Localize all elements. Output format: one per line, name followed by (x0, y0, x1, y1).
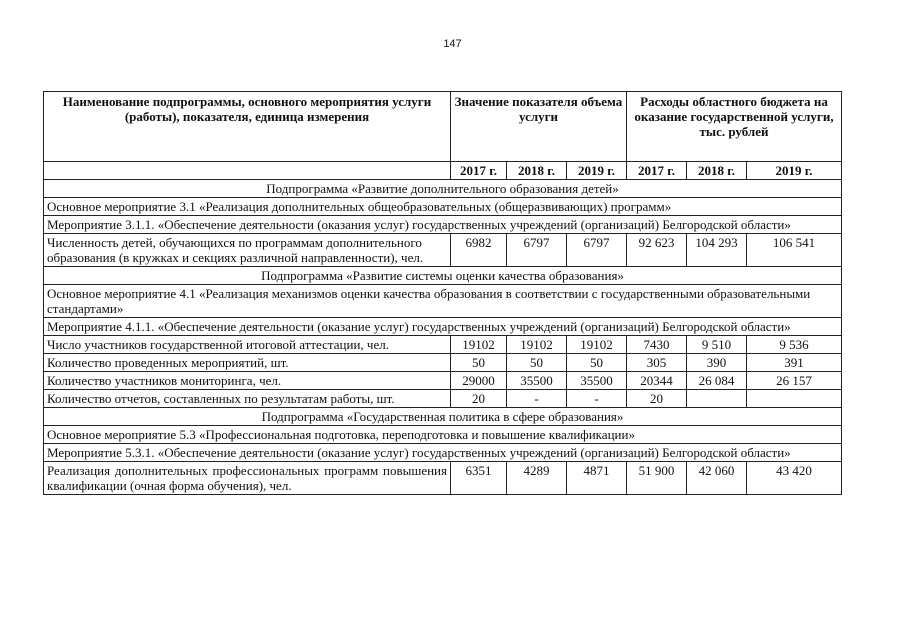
value-cell: 20344 (627, 372, 687, 390)
value-cell: 9 536 (747, 336, 842, 354)
value-cell: 106 541 (747, 234, 842, 267)
header-name-column: Наименование подпрограммы, основного мероприятия услуги (работы), показателя, единица измерения (44, 92, 451, 162)
activity-title: Мероприятие 4.1.1. «Обеспечение деятельности (оказание услуг) государственных учреждений (организаций) Белгородской области» (44, 318, 842, 336)
header-blank-cell (44, 162, 451, 180)
year-header: 2018 г. (687, 162, 747, 180)
indicator-label: Количество участников мониторинга, чел. (44, 372, 451, 390)
value-cell: 19102 (451, 336, 507, 354)
value-cell: 20 (627, 390, 687, 408)
subprogram-title: Подпрограмма «Развитие дополнительного образования детей» (44, 180, 842, 198)
main-activity-row (44, 285, 842, 318)
table-row (44, 234, 842, 267)
year-header: 2019 г. (747, 162, 842, 180)
value-cell: 104 293 (687, 234, 747, 267)
activity-title: Мероприятие 3.1.1. «Обеспечение деятельности (оказания услуг) государственных учреждений (организаций) Белгородской области» (44, 216, 842, 234)
value-cell: 19102 (567, 336, 627, 354)
main-activity-title: Основное мероприятие 5.3 «Профессиональная подготовка, переподготовка и повышение квалификации» (44, 426, 842, 444)
value-cell: 43 420 (747, 462, 842, 495)
value-cell: 50 (451, 354, 507, 372)
table-row (44, 354, 842, 372)
value-cell: 50 (567, 354, 627, 372)
value-cell (747, 390, 842, 408)
value-cell: 35500 (567, 372, 627, 390)
value-cell: 7430 (627, 336, 687, 354)
table-row (44, 462, 842, 495)
value-cell: 42 060 (687, 462, 747, 495)
subprogram-title: Подпрограмма «Развитие системы оценки качества образования» (44, 267, 842, 285)
indicator-label: Количество отчетов, составленных по результатам работы, шт. (44, 390, 451, 408)
activity-row (44, 444, 842, 462)
value-cell: 9 510 (687, 336, 747, 354)
value-cell: - (567, 390, 627, 408)
value-cell: 6982 (451, 234, 507, 267)
subprogram-row (44, 180, 842, 198)
subprogram-title: Подпрограмма «Государственная политика в сфере образования» (44, 408, 842, 426)
year-header: 2019 г. (567, 162, 627, 180)
value-cell: 26 084 (687, 372, 747, 390)
main-activity-title: Основное мероприятие 3.1 «Реализация дополнительных общеобразовательных (общеразвивающих) программ» (44, 198, 842, 216)
value-cell: 6797 (507, 234, 567, 267)
indicator-label: Реализация дополнительных профессиональных программ повышения квалификации (очная форма обучения), чел. (44, 462, 451, 495)
year-header: 2018 г. (507, 162, 567, 180)
value-cell: 29000 (451, 372, 507, 390)
value-cell: 4289 (507, 462, 567, 495)
value-cell: 4871 (567, 462, 627, 495)
subprogram-row (44, 408, 842, 426)
activity-title: Мероприятие 5.3.1. «Обеспечение деятельности (оказание услуг) государственных учреждений (организаций) Белгородской области» (44, 444, 842, 462)
year-header: 2017 г. (627, 162, 687, 180)
header-expenses-column: Расходы областного бюджета на оказание государственной услуги, тыс. рублей (627, 92, 842, 162)
value-cell: 50 (507, 354, 567, 372)
indicator-label: Количество проведенных мероприятий, шт. (44, 354, 451, 372)
value-cell: 305 (627, 354, 687, 372)
value-cell: 391 (747, 354, 842, 372)
value-cell: 6797 (567, 234, 627, 267)
value-cell: 6351 (451, 462, 507, 495)
main-activity-row (44, 198, 842, 216)
value-cell: 51 900 (627, 462, 687, 495)
value-cell: 35500 (507, 372, 567, 390)
page-number: 147 (443, 38, 462, 50)
value-cell: - (507, 390, 567, 408)
table-row (44, 390, 842, 408)
value-cell: 19102 (507, 336, 567, 354)
table-row (44, 336, 842, 354)
table-row (44, 372, 842, 390)
value-cell (687, 390, 747, 408)
indicator-label: Численность детей, обучающихся по программам дополнительного образования (в кружках и секциях различной направленности), чел. (44, 234, 451, 267)
subprogram-row (44, 267, 842, 285)
main-activity-row (44, 426, 842, 444)
value-cell: 390 (687, 354, 747, 372)
services-table (43, 91, 842, 495)
activity-row (44, 216, 842, 234)
value-cell: 92 623 (627, 234, 687, 267)
indicator-label: Число участников государственной итоговой аттестации, чел. (44, 336, 451, 354)
activity-row (44, 318, 842, 336)
value-cell: 20 (451, 390, 507, 408)
value-cell: 26 157 (747, 372, 842, 390)
header-volume-column: Значение показателя объема услуги (451, 92, 627, 162)
main-activity-title: Основное мероприятие 4.1 «Реализация механизмов оценки качества образования в соответствии с государственными образовательными стандартами» (44, 285, 842, 318)
year-header: 2017 г. (451, 162, 507, 180)
